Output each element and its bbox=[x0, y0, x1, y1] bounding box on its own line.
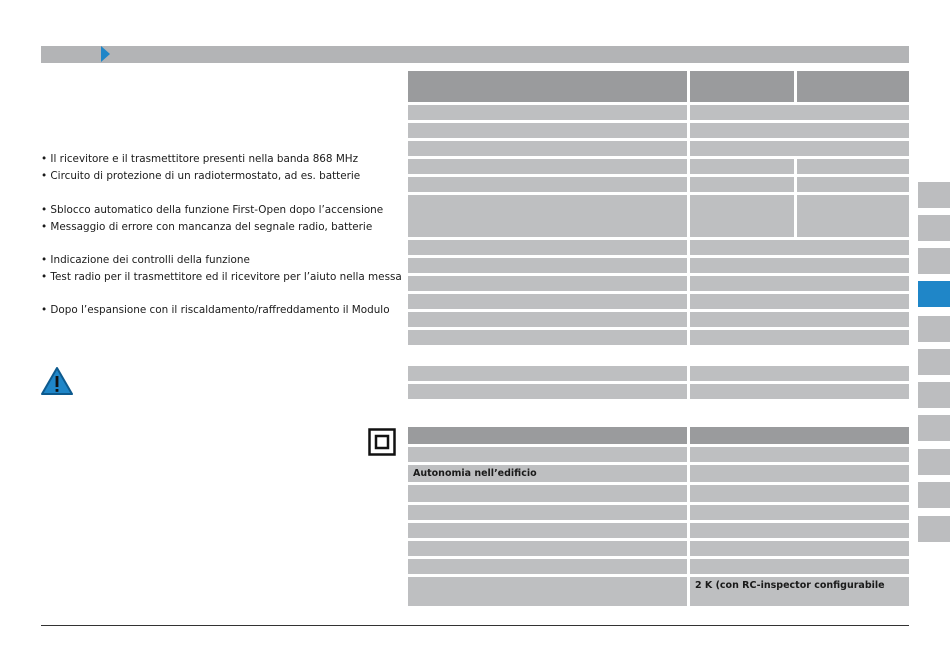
table-row bbox=[690, 240, 909, 255]
table1-header-label bbox=[408, 71, 687, 102]
table-row bbox=[408, 159, 687, 174]
table-row bbox=[408, 240, 687, 255]
table-row bbox=[690, 258, 909, 273]
table-row bbox=[690, 105, 909, 120]
chapter-tab[interactable] bbox=[918, 382, 950, 408]
table2-row-value: 2 K (con RC-inspector configurabile bbox=[690, 577, 909, 606]
section-header-bar bbox=[41, 46, 909, 63]
double-insulation-icon bbox=[368, 428, 396, 456]
list-item: • Test radio per il trasmettitore ed il ricevitore per l’aiuto nella messa bbox=[41, 271, 402, 283]
chapter-tab[interactable] bbox=[918, 316, 950, 342]
table-row bbox=[408, 384, 687, 399]
table-row bbox=[797, 195, 909, 237]
table-row bbox=[408, 366, 687, 381]
list-item: • Dopo l’espansione con il riscaldamento/raffreddamento il Modulo bbox=[41, 304, 390, 316]
table-row bbox=[408, 312, 687, 327]
feature-list-2 bbox=[41, 202, 383, 236]
table2-row-label: Autonomia nell’edificio bbox=[408, 465, 687, 482]
list-item: • Circuito di protezione di un radiotermostato, ad es. batterie bbox=[41, 170, 361, 182]
table-row bbox=[408, 485, 687, 502]
table-row bbox=[690, 330, 909, 345]
table-row bbox=[690, 559, 909, 574]
chapter-tab[interactable] bbox=[918, 182, 950, 208]
table-row bbox=[408, 577, 687, 606]
table-row bbox=[690, 195, 794, 237]
table-row bbox=[408, 541, 687, 556]
chapter-tab[interactable] bbox=[918, 415, 950, 441]
list-item: • Indicazione dei controlli della funzione bbox=[41, 254, 250, 266]
table-row bbox=[408, 177, 687, 192]
table-row bbox=[690, 541, 909, 556]
table-row bbox=[797, 159, 909, 174]
table-row bbox=[690, 505, 909, 520]
chapter-tab[interactable] bbox=[918, 482, 950, 508]
table-row bbox=[690, 465, 909, 482]
table-row bbox=[408, 258, 687, 273]
list-item: • Il ricevitore e il trasmettitore presenti nella banda 868 MHz bbox=[41, 153, 359, 165]
table-row bbox=[690, 276, 909, 291]
table-row bbox=[408, 330, 687, 345]
table-row bbox=[408, 447, 687, 462]
table-row bbox=[690, 177, 794, 192]
table-row bbox=[690, 523, 909, 538]
table-row bbox=[690, 312, 909, 327]
table-row bbox=[408, 559, 687, 574]
table-row bbox=[408, 195, 687, 237]
list-item: • Messaggio di errore con mancanza del segnale radio, batterie bbox=[41, 221, 373, 233]
feature-list-3 bbox=[41, 252, 402, 286]
chapter-tab[interactable] bbox=[918, 449, 950, 475]
table-row bbox=[408, 141, 687, 156]
play-arrow-icon bbox=[101, 46, 110, 62]
feature-list-1 bbox=[41, 151, 360, 185]
table-row bbox=[690, 485, 909, 502]
list-item: • Sblocco automatico della funzione First-Open dopo l’accensione bbox=[41, 204, 384, 216]
footer-rule bbox=[41, 625, 909, 626]
feature-list-4 bbox=[41, 302, 390, 319]
table-row bbox=[408, 294, 687, 309]
table-row bbox=[690, 141, 909, 156]
table-row bbox=[690, 366, 909, 381]
table-row bbox=[690, 159, 794, 174]
table-row bbox=[408, 123, 687, 138]
chapter-tab[interactable] bbox=[918, 349, 950, 375]
chapter-tab[interactable] bbox=[918, 516, 950, 542]
table1-header-col2 bbox=[797, 71, 909, 102]
table-row bbox=[797, 177, 909, 192]
table-row bbox=[690, 384, 909, 399]
table-row bbox=[408, 505, 687, 520]
table-row bbox=[690, 123, 909, 138]
chapter-tab[interactable] bbox=[918, 215, 950, 241]
warning-triangle-icon bbox=[40, 366, 74, 396]
table-row bbox=[408, 523, 687, 538]
chapter-tab-active[interactable] bbox=[918, 281, 950, 307]
table1-header-col1 bbox=[690, 71, 794, 102]
table2-header-label bbox=[408, 427, 687, 444]
table-row bbox=[408, 276, 687, 291]
table2-header-value bbox=[690, 427, 909, 444]
chapter-tab[interactable] bbox=[918, 248, 950, 274]
table-row bbox=[690, 294, 909, 309]
table-row bbox=[408, 105, 687, 120]
table-row bbox=[690, 447, 909, 462]
